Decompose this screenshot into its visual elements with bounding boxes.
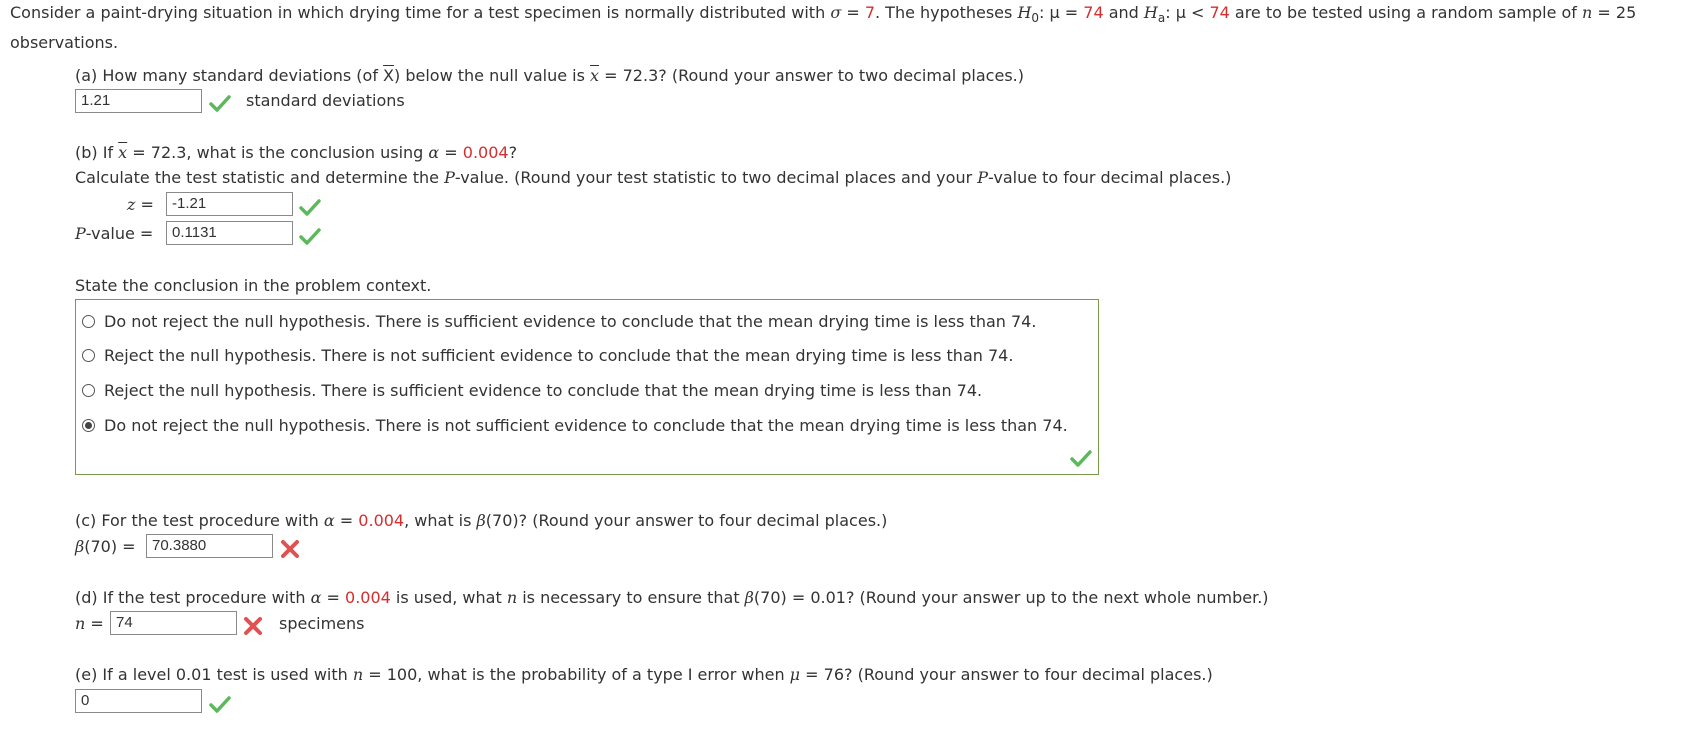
check-icon	[208, 91, 232, 115]
z-statistic-input[interactable]: -1.21	[166, 192, 293, 216]
conclusion-option-selected[interactable]: Do not reject the null hypothesis. There is not sufficient evidence to conclude that the mean drying time is less than 74.	[82, 413, 1068, 437]
radio-button-selected[interactable]	[82, 419, 95, 432]
radio-button[interactable]	[82, 315, 95, 328]
conclusion-option[interactable]: Reject the null hypothesis. There is sufficient evidence to conclude that the mean drying time is less than 74.	[82, 378, 982, 402]
part-c-question: (c) For the test procedure with α = 0.004, what is β(70)? (Round your answer to four decimal places.)	[75, 511, 888, 530]
z-label: z =	[127, 195, 154, 214]
beta-answer-input[interactable]: 70.3880	[146, 534, 273, 558]
part-d-question: (d) If the test procedure with α = 0.004 is used, what n is necessary to ensure that β(70) = 0.01? (Round your answer up to the next whole number.)	[75, 588, 1269, 607]
part-b-question: (b) If $\overline{x} = 72.3$, what is the conclusion using α = 0.004?	[75, 143, 518, 162]
problem-intro-line2: observations.	[10, 33, 119, 52]
beta-label: β(70) =	[75, 537, 136, 556]
part-e-question: (e) If a level 0.01 test is used with n = 100, what is the probability of a type I error when μ = 76? (Round your answer to four decimal places.)	[75, 665, 1213, 684]
x-mark-icon	[241, 614, 265, 638]
part-a-unit: standard deviations	[246, 91, 405, 110]
part-a-question: (a) How many standard deviations (of $\overline{X}$) below the null value is $\overline{x} = 72.3$? (Round your answer to two decimal places.)	[75, 66, 1024, 85]
part-a-answer-input[interactable]: 1.21	[75, 89, 202, 113]
check-icon	[208, 692, 232, 716]
conclusion-prompt: State the conclusion in the problem context.	[75, 276, 432, 295]
conclusion-choices	[75, 299, 1099, 475]
check-icon	[298, 224, 322, 248]
part-e-answer-input[interactable]: 0	[75, 689, 202, 713]
p-value-label: P-value =	[75, 224, 154, 243]
conclusion-option[interactable]: Reject the null hypothesis. There is not sufficient evidence to conclude that the mean drying time is less than 74.	[82, 343, 1013, 367]
problem-intro: Consider a paint-drying situation in which drying time for a test specimen is normally distributed with σ = 7. The hypotheses $H_0$: μ = 74 and $H_a$: μ < 74 are to be tested using a random sample of n = 25	[10, 3, 1637, 26]
part-d-unit: specimens	[279, 614, 365, 633]
conclusion-option[interactable]: Do not reject the null hypothesis. There is sufficient evidence to conclude that the mean drying time is less than 74.	[82, 309, 1036, 333]
radio-button[interactable]	[82, 384, 95, 397]
radio-button[interactable]	[82, 349, 95, 362]
n-answer-input[interactable]: 74	[110, 611, 237, 635]
check-icon	[298, 195, 322, 219]
check-icon	[1069, 446, 1093, 470]
part-b-instruction: Calculate the test statistic and determine the P-value. (Round your test statistic to two decimal places and your P-value to four decimal places.)	[75, 168, 1232, 187]
x-mark-icon	[278, 537, 302, 561]
n-label: n =	[75, 614, 104, 633]
p-value-input[interactable]: 0.1131	[166, 221, 293, 245]
